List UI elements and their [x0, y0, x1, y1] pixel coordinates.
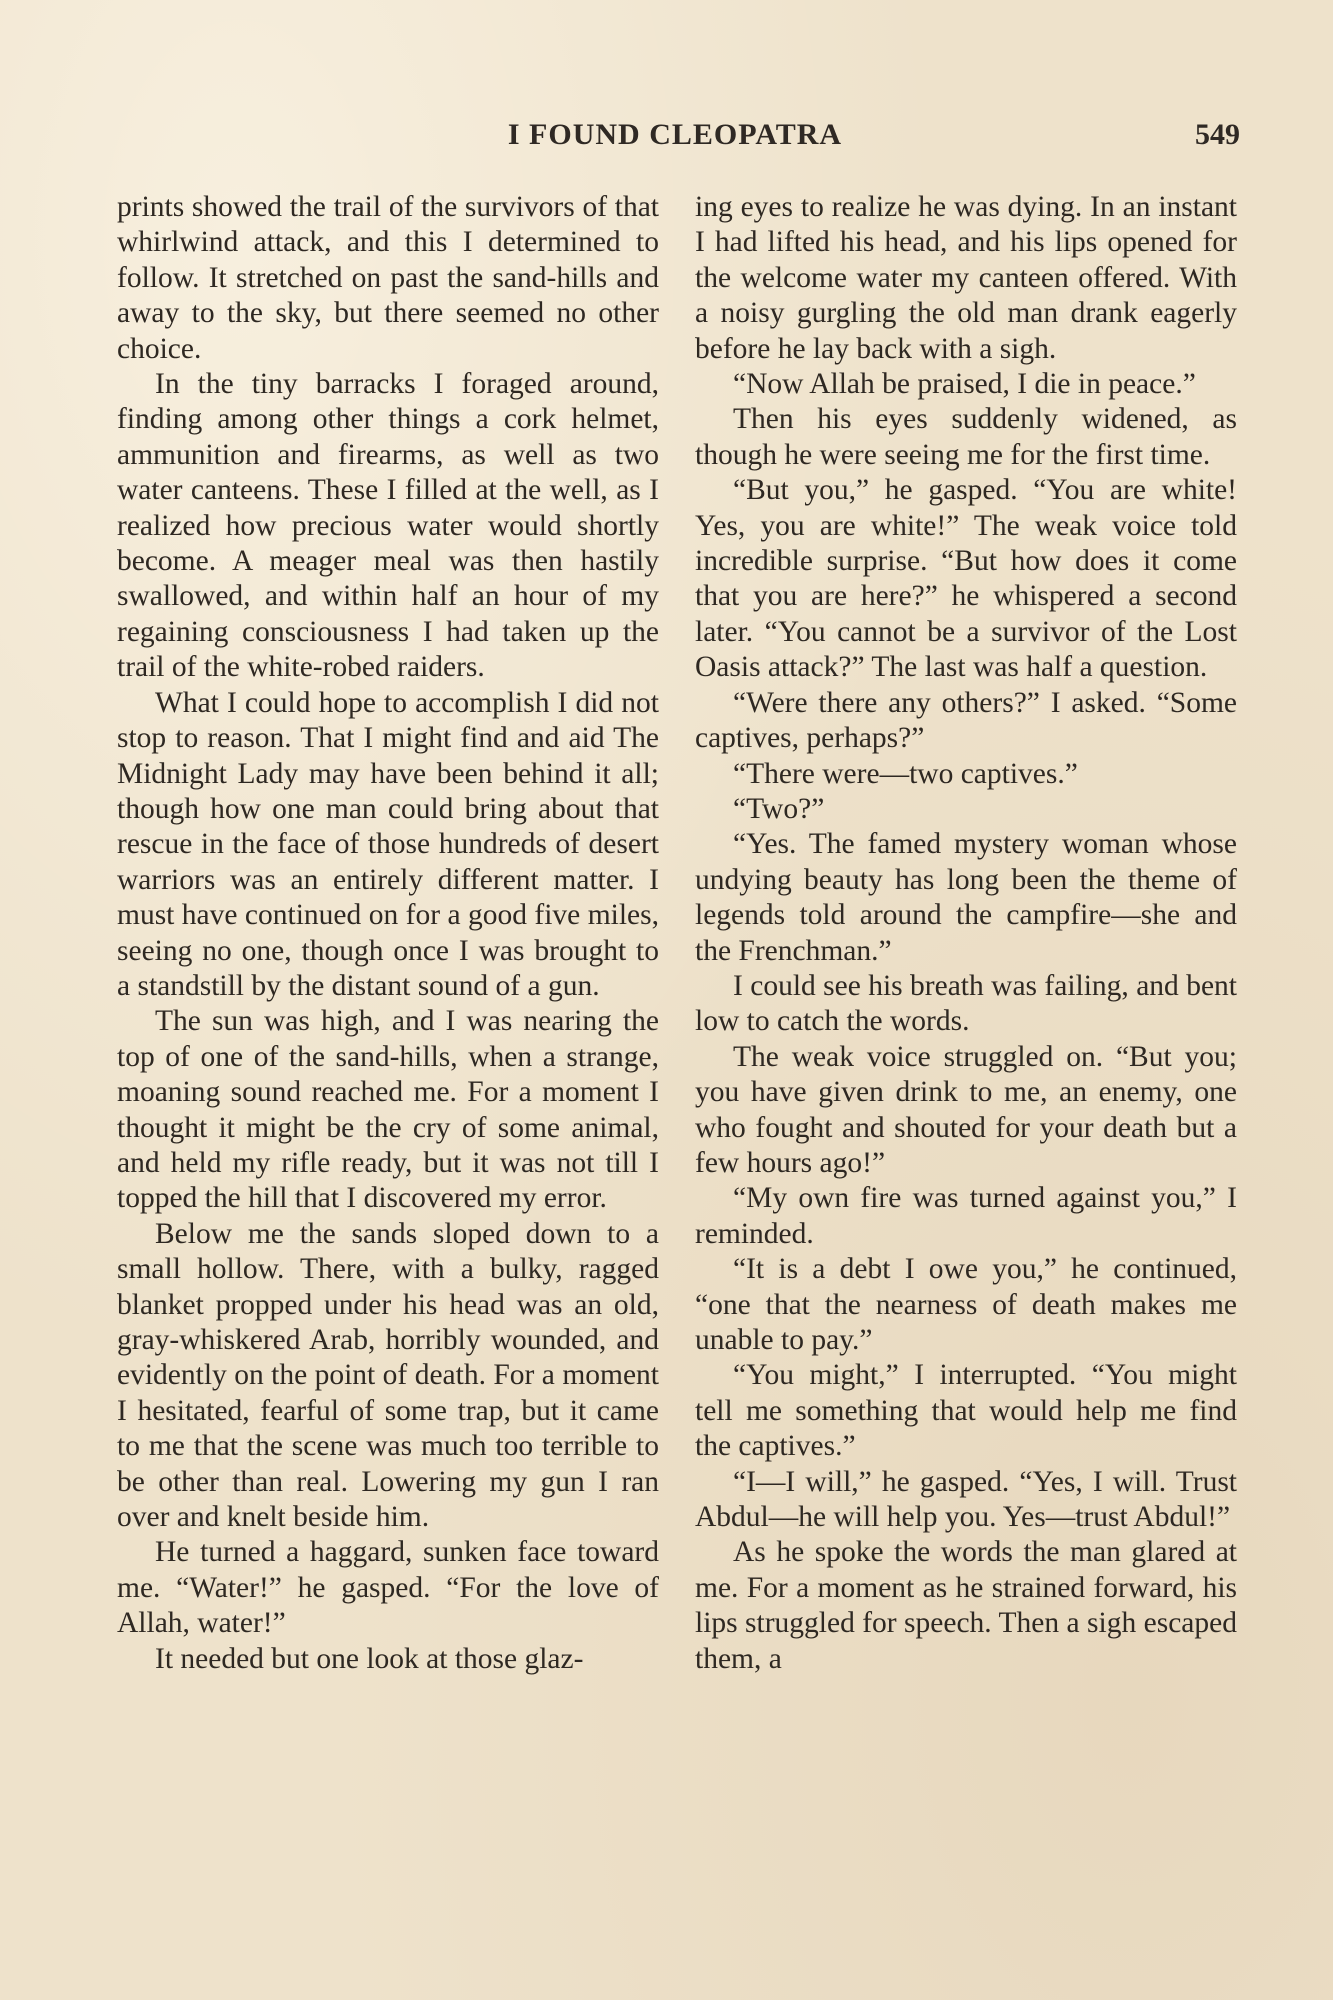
paragraph: “You might,” I interrupted. “You might tell me something that would help me find the captives.”	[695, 1359, 1237, 1463]
paragraph: “Now Allah be praised, I die in peace.”	[733, 368, 1196, 401]
page-number: 549	[1195, 118, 1240, 151]
paragraph: “Yes. The famed mystery woman whose undying beauty has long been the theme of legends told around the campfire—she and the Frenchman.”	[695, 828, 1237, 967]
running-title: I FOUND CLEOPATRA	[507, 118, 843, 151]
paragraph: It needed but one look at those glaz-	[155, 1642, 584, 1675]
text-column-right	[695, 190, 1237, 1677]
paragraph: “I—I will,” he gasped. “Yes, I will. Trust Abdul—he will help you. Yes—trust Abdul!”	[695, 1465, 1237, 1534]
paragraph: Then his eyes suddenly widened, as though he were seeing me for the first time.	[695, 403, 1237, 471]
paragraph: “Were there any others?” I asked. “Some captives, perhaps?”	[695, 686, 1237, 755]
paragraph: As he spoke the words the man glared at me. For a moment as he strained forward, his lips struggled for speech. Then a sigh escaped them, a	[695, 1536, 1237, 1675]
paragraph: The weak voice struggled on. “But you; you have given drink to me, an enemy, one who fought and shouted for your death but a few hours ago!”	[695, 1040, 1237, 1179]
text-column-left	[117, 190, 659, 1677]
paragraph: “It is a debt I owe you,” he continued, “one that the nearness of death makes me unable to pay.”	[695, 1253, 1237, 1356]
paragraph: ing eyes to realize he was dying. In an instant I had lifted his head, and his lips opened for the welcome water my canteen offered. With a noisy gurgling the old man drank eagerly before he lay back with a sigh.	[695, 191, 1237, 365]
paragraph: “There were—two captives.”	[733, 757, 1078, 790]
paragraph: In the tiny barracks I foraged around, finding among other things a cork helmet, ammunition and firearms, as well as two water canteens. These I filled at the well, as I realized how precious water would shortly become. A meager meal was then hastily swallowed, and within half an hour of my regaining consciousness I had taken up the trail of the white-robed raiders.	[117, 368, 659, 684]
paragraph: prints showed the trail of the survivors of that whirlwind attack, and this I determined to follow. It stretched on past the sand-hills and away to the sky, but there seemed no other choice.	[117, 191, 659, 365]
paragraph: I could see his breath was failing, and bent low to catch the words.	[695, 969, 1237, 1038]
paragraph: He turned a haggard, sunken face toward me. “Water!” he gasped. “For the love of Allah, water!”	[117, 1536, 659, 1640]
paragraph: “But you,” he gasped. “You are white! Yes, you are white!” The weak voice told incredible surprise. “But how does it come that you are here?” he whispered a second later. “You cannot be a survivor of the Lost Oasis attack?” The last was half a question.	[695, 474, 1237, 684]
running-head	[110, 118, 1240, 158]
paragraph: The sun was high, and I was nearing the top of one of the sand-hills, when a strange, moaning sound reached me. For a moment I thought it might be the cry of some animal, and held my rifle ready, but it was not till I topped the hill that I discovered my error.	[117, 1005, 659, 1215]
paragraph: “Two?”	[733, 792, 825, 825]
paragraph: “My own fire was turned against you,” I reminded.	[695, 1182, 1237, 1250]
paragraph: Below me the sands sloped down to a small hollow. There, with a bulky, ragged blanket propped under his head was an old, gray-whiskered Arab, horribly wounded, and evidently on the point of death. For a moment I hesitated, fearful of some trap, but it came to me that the scene was much too terrible to be other than real. Lowering my gun I ran over and knelt beside him.	[117, 1217, 659, 1534]
paragraph: What I could hope to accomplish I did not stop to reason. That I might find and aid The Midnight Lady may have been behind it all; though how one man could bring about that rescue in the face of those hundreds of desert warriors was an entirely different matter. I must have continued on for a good five miles, seeing no one, though once I was brought to a standstill by the distant sound of a gun.	[117, 686, 659, 1002]
